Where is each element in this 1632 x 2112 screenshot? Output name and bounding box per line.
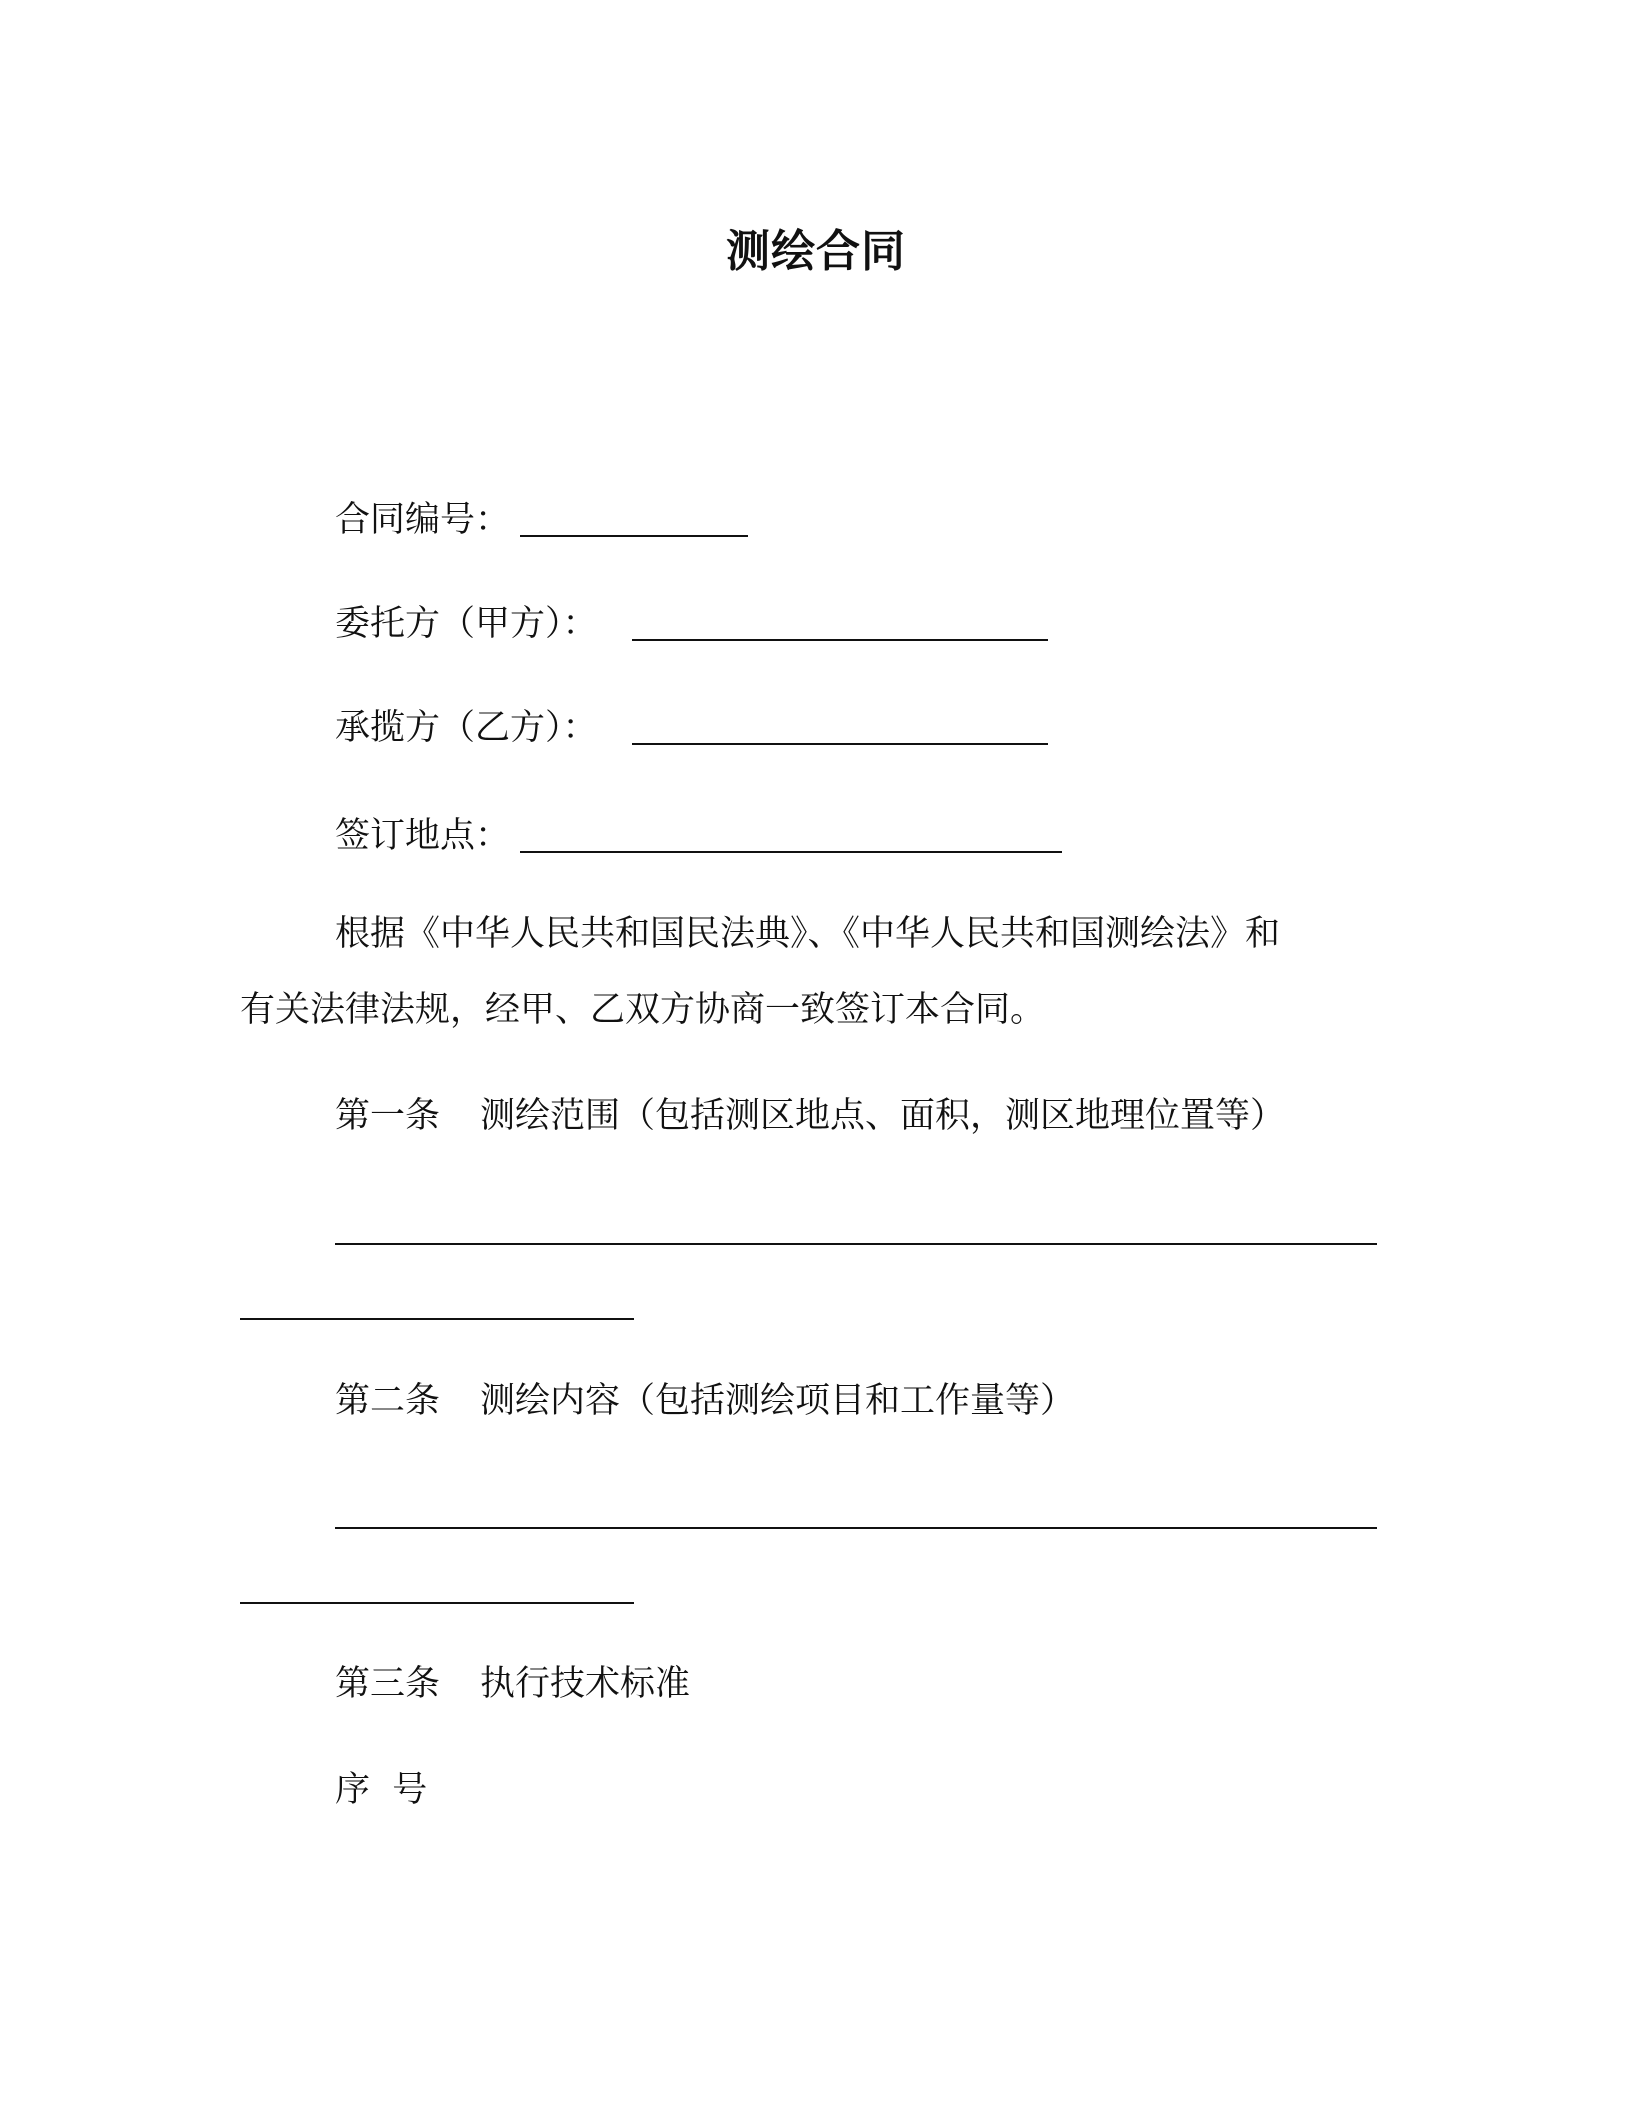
party-b-label: 承揽方（乙方）：	[335, 708, 598, 748]
article-2-heading	[335, 1377, 1075, 1425]
document-title: 测绘合同	[726, 226, 906, 277]
article-1-blank-line-2[interactable]	[240, 1318, 634, 1320]
article-1-number: 第一条	[335, 1096, 441, 1136]
article-3-number: 第三条	[335, 1664, 441, 1704]
article-2-blank-line-1[interactable]	[335, 1527, 1377, 1529]
signing-place-row	[335, 812, 510, 860]
signing-place-blank[interactable]	[520, 851, 1062, 853]
article-1-blank-line-1[interactable]	[335, 1243, 1377, 1245]
party-b-blank[interactable]	[632, 743, 1048, 745]
contract-number-label: 合同编号：	[335, 500, 511, 540]
party-a-label: 委托方（甲方）：	[335, 604, 598, 644]
article-3-heading	[335, 1660, 690, 1708]
article-2-number: 第二条	[335, 1381, 441, 1421]
party-b-row	[335, 704, 598, 752]
party-a-row	[335, 600, 598, 648]
contract-number-blank[interactable]	[520, 535, 748, 537]
article-2-text: 测绘内容（包括测绘项目和工作量等）	[480, 1381, 1076, 1421]
table-header-serial: 序 号	[335, 1770, 428, 1810]
signing-place-label: 签订地点：	[335, 816, 511, 856]
party-a-blank[interactable]	[632, 639, 1048, 641]
contract-number-row	[335, 496, 510, 544]
article-1-heading	[335, 1092, 1285, 1140]
preamble-line-1: 根据《中华人民共和国民法典》、《中华人民共和国测绘法》和	[335, 914, 1281, 954]
article-2-blank-line-2[interactable]	[240, 1602, 634, 1604]
article-3-text: 执行技术标准	[480, 1664, 691, 1704]
article-1-text: 测绘范围（包括测区地点、面积，测区地理位置等）	[480, 1096, 1286, 1136]
preamble-line-2: 有关法律法规，经甲、乙双方协商一致签订本合同。	[240, 990, 1046, 1030]
